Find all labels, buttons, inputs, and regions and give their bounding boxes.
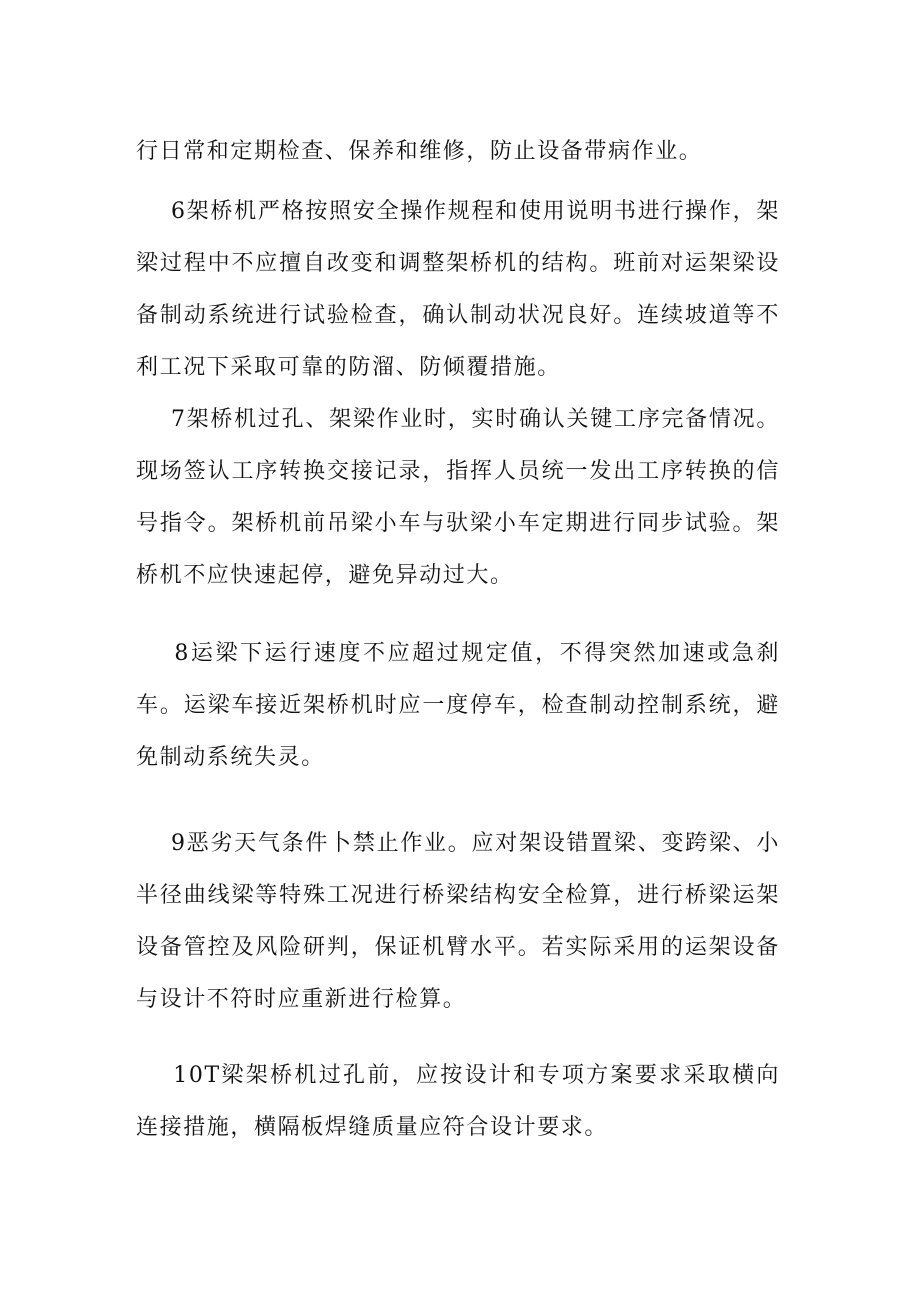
paragraph-item-9: 9恶劣天气条件卜禁止作业。应对架设错置梁、变跨梁、小半径曲线梁等特殊工况进行桥梁结构安全检算，进行桥梁运架设备管控及风险研判，保证机臂水平。若实际采用的运架设备与设计不符时应重新进行检算。 <box>136 831 780 1012</box>
paragraph-item-8: 8运梁下运行速度不应超过规定值，不得突然加速或急刹车。运梁车接近架桥机时应一度停车，检查制动控制系统，避免制动系统失灵。 <box>136 641 781 770</box>
paragraph-item-6: 6架桥机严格按照安全操作规程和使用说明书进行操作，架梁过程中不应擅自改变和调整架桥机的结构。班前对运架梁设备制动系统进行试验检查，确认制动状况良好。连续坡道等不利工况下采取可靠的防溜、防倾覆措施。 <box>136 199 780 380</box>
paragraph-item-7: 7架桥机过孔、架梁作业时，实时确认关键工序完备情况。现场签认工序转换交接记录，指挥人员统一发出工序转换的信号指令。架桥机前吊梁小车与驮梁小车定期进行同步试验。架桥机不应快速起停，避免异动过大。 <box>136 407 780 588</box>
paragraph-item-10: 10T梁架桥机过孔前，应按设计和专项方案要求采取横向连接措施，横隔板焊缝质量应符合设计要求。 <box>136 1063 780 1140</box>
paragraph-maintenance: 行日常和定期检查、保养和维修，防止设备带病作业。 <box>136 139 703 164</box>
